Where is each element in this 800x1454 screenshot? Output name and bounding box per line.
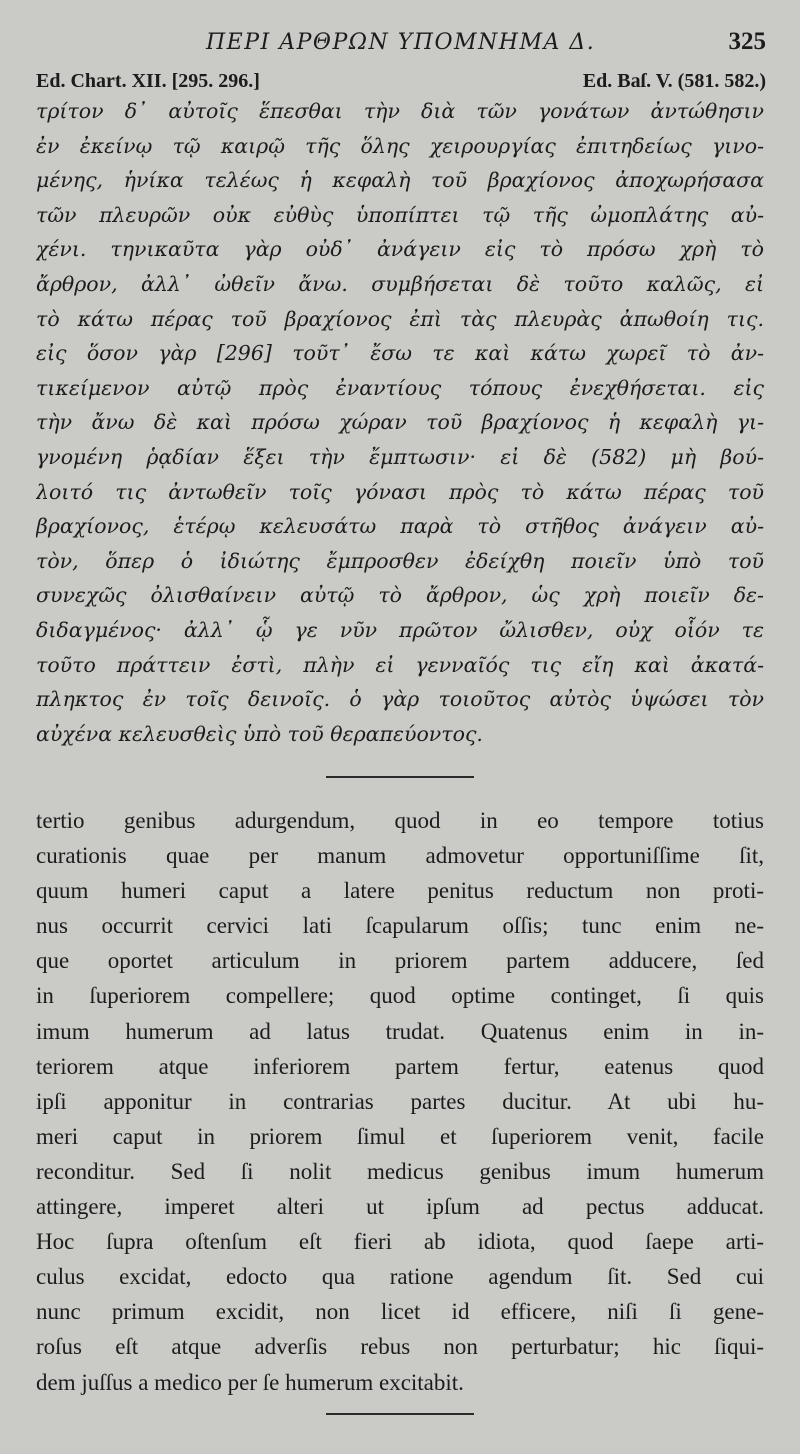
greek-text-line: τρίτον δ᾽ αὐτοῖς ἕπεσθαι τὴν διὰ τῶν γονάτων ἀντώθησιν [36, 99, 764, 123]
greek-text-line: τικείμενον αὐτῷ πρὸς ἐναντίους τόπους ἐνεχθήσεται. εἰς [36, 375, 764, 400]
greek-text-line: πληκτος ἐν τοῖς δεινοῖς. ὁ γὰρ τοιοῦτος αὐτὸς ὑψώσει τὸν [36, 687, 764, 712]
edition-chart-reference: Ed. Chart. XII. [295. 296.] [36, 70, 260, 92]
latin-text-line: Hoc ſupra oſtenſum eſt fieri ab idiota, quod ſaepe arti- [36, 1229, 764, 1255]
latin-text-line: curationis quae per manum admovetur opportuniſſime ſit, [36, 843, 764, 869]
latin-text-line: nus occurrit cervici lati ſcapularum oſſis; tunc enim ne- [36, 913, 764, 939]
latin-text-line: nunc primum excidit, non licet id efficere, niſi ſi gene- [36, 1299, 764, 1325]
greek-text-line: τὸν, ὅπερ ὁ ἰδιώτης ἔμπροσθεν ἐδείχθη ποιεῖν ὑπὸ τοῦ [36, 548, 764, 573]
greek-text-line: τῶν πλευρῶν οὐκ εὐθὺς ὑποπίπτει τῷ τῆς ὠμοπλάτης αὐ- [36, 202, 764, 227]
page-end-divider [326, 1413, 474, 1415]
latin-text-line: culus excidat, edocto qua ratione agendum ſit. Sed cui [36, 1264, 764, 1290]
section-divider [326, 776, 474, 778]
latin-text-line: quum humeri caput a latere penitus reductum non proti- [36, 878, 764, 904]
running-title: ΠΕΡΙ ΑΡΘΡΩΝ ΥΠΟΜΝΗΜΑ Δ. [206, 30, 596, 55]
greek-text-line: λοιτό τις ἀντωθεῖν τοῖς γόνασι πρὸς τὸ κάτω πέρας τοῦ [36, 479, 764, 504]
greek-text-line: μένης, ἡνίκα τελέως ἡ κεφαλὴ τοῦ βραχίονος ἀποχωρήσασα [36, 168, 764, 193]
latin-text-line: teriorem atque inferiorem partem fertur, eatenus quod [36, 1053, 764, 1079]
latin-text-line: in ſuperiorem compellere; quod optime continget, ſi quis [36, 983, 764, 1009]
latin-text-line: ipſi apponitur in contrarias partes ducitur. At ubi hu- [36, 1088, 764, 1114]
greek-text-block [36, 94, 764, 751]
latin-text-line: dem juſſus a medico per ſe humerum excitabit. [36, 1369, 464, 1395]
latin-text-line: imum humerum ad latus trudat. Quatenus enim in in- [36, 1018, 764, 1044]
latin-text-line: tertio genibus adurgendum, quod in eo tempore totius [36, 808, 764, 833]
latin-text-line: reconditur. Sed ſi nolit medicus genibus imum humerum [36, 1158, 764, 1184]
greek-text-line: βραχίονος, ἑτέρῳ κελευσάτω παρὰ τὸ στῆθος ἀνάγειν αὐ- [36, 514, 764, 539]
edition-reference-line [36, 70, 766, 96]
greek-text-line: τὴν ἄνω δὲ καὶ πρόσω χώραν τοῦ βραχίονος ἡ κεφαλὴ γι- [36, 410, 764, 435]
latin-text-block [36, 803, 764, 1400]
running-head [36, 28, 766, 62]
greek-text-line: αὐχένα κελευσθεὶς ὑπὸ τοῦ θεραπεύοντος. [36, 721, 483, 746]
latin-text-line: que oportet articulum in priorem partem adducere, ſed [36, 948, 764, 974]
page-number: 325 [728, 28, 766, 55]
greek-text-line: τοῦτο πράττειν ἐστὶ, πλὴν εἰ γενναῖός τις εἴη καὶ ἀκατά- [36, 652, 764, 677]
greek-text-line: ἐν ἐκείνῳ τῷ καιρῷ τῆς ὅλης χειρουργίας ἐπιτηδείως γινο- [36, 133, 764, 158]
greek-text-line: γνομένη ῥᾳδίαν ἕξει τὴν ἔμπτωσιν· εἰ δὲ (582) μὴ βού- [36, 444, 764, 469]
greek-text-line: ἄρθρον, ἀλλ᾽ ὠθεῖν ἄνω. συμβήσεται δὲ τοῦτο καλῶς, εἰ [36, 271, 764, 296]
greek-text-line: εἰς ὅσον γὰρ [296] τοῦτ᾽ ἔσω τε καὶ κάτω χωρεῖ τὸ ἀν- [36, 341, 764, 366]
latin-text-line: attingere, imperet alteri ut ipſum ad pectus adducat. [36, 1194, 764, 1220]
latin-text-line: meri caput in priorem ſimul et ſuperiorem venit, facile [36, 1123, 764, 1149]
greek-text-line: διδαγμένος· ἀλλ᾽ ᾧ γε νῦν πρῶτον ὤλισθεν, οὐχ οἷόν τε [36, 617, 764, 642]
greek-text-line: τὸ κάτω πέρας τοῦ βραχίονος ἐπὶ τὰς πλευρὰς ἀπωθοίη τις. [36, 306, 764, 331]
greek-text-line: χένι. τηνικαῦτα γὰρ οὐδ᾽ ἀνάγειν εἰς τὸ πρόσω χρὴ τὸ [36, 237, 764, 262]
greek-text-line: συνεχῶς ὀλισθαίνειν αὐτῷ τὸ ἄρθρον, ὡς χρὴ ποιεῖν δε- [36, 583, 764, 608]
edition-basel-reference: Ed. Baſ. V. (581. 582.) [582, 70, 766, 92]
latin-text-line: roſus eſt atque adverſis rebus non perturbatur; hic ſiqui- [36, 1334, 764, 1360]
